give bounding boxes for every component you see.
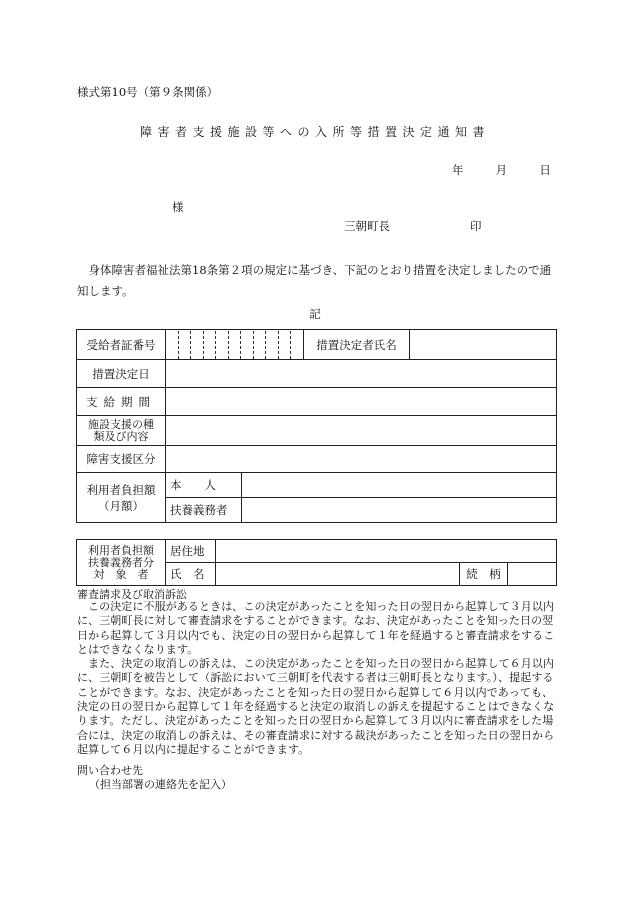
date-month: 月: [495, 163, 508, 177]
self-label: 本 人: [166, 473, 242, 498]
date-day: 日: [539, 163, 551, 177]
facility-support-label-line1: 施設支援の種: [88, 417, 154, 431]
issuer-name: 三朝町長: [344, 219, 390, 233]
form-number: 様式第10号（第９条関係）: [77, 85, 219, 99]
support-period-label: 支給期間: [77, 388, 166, 416]
dependent-label: 扶養義務者: [166, 498, 242, 523]
date-year: 年: [452, 163, 464, 177]
ki-heading: 記: [309, 307, 321, 321]
table-row: [77, 360, 557, 388]
user-burden-label-line1: 利用者負担額: [86, 482, 156, 497]
decision-person-label: 措置決定者氏名: [304, 330, 410, 360]
self-burden-field[interactable]: [242, 473, 557, 498]
address-field[interactable]: [216, 540, 557, 563]
contact-title: 問い合わせ先: [77, 764, 143, 777]
decision-date-field[interactable]: [166, 360, 557, 388]
table-row: [77, 330, 557, 360]
notes-paragraph-2: また、決定の取消しの訴えは、この決定があったことを知った日の翌日から起算して６月以内に、三朝町を被告として（訴訟において三朝町を代表する者は三朝町長となります。）、提起することができます。なお、決定があったことを知った日の翌日から起算して６月以内であっても、決定の日の翌日から起算して１年を経過すると決定の取消しの訴えを提起することはできなくなります。ただし、決定があったことを知った日の翌日から起算して３月以内に審査請求をした場合には、決定の取消しの訴えは、その審査請求に対する裁決があったことを知った日の翌日から起算して６月以内に提起することができます。: [77, 657, 555, 756]
facility-support-field[interactable]: [166, 416, 557, 446]
seal-mark: 印: [470, 219, 482, 233]
disability-support-field[interactable]: [166, 446, 557, 473]
target-label-line3: 対 象 者: [93, 567, 149, 581]
body-text: 身体障害者福祉法第18条第２項の規定に基づき、下記のとおり措置を決定しましたので通知します。: [77, 263, 552, 298]
table-row: [77, 388, 557, 416]
notes-paragraph-1: この決定に不服があるときは、この決定があったことを知った日の翌日から起算して３月以内に、三朝町長に対して審査請求をすることができます。なお、決定があったことを知った日の翌日から起算して３月以内でも、決定の日の翌日から起算して１年を経過すると審査請求をすることはできなくなります。: [77, 600, 555, 656]
notes-body: [77, 600, 555, 757]
notes-title: 審査請求及び取消訴訟: [77, 588, 187, 601]
target-label-line1: 利用者負担額: [88, 543, 154, 557]
user-burden-label: [77, 473, 166, 523]
recipient-id-boxes[interactable]: [166, 330, 304, 360]
facility-support-label: [77, 416, 166, 446]
table-row: [77, 416, 557, 446]
user-burden-label-line2: （月額）: [98, 498, 144, 513]
address-label: 居住地: [166, 540, 216, 563]
disability-support-label: 障害支援区分: [77, 446, 166, 473]
document-title: 障害者支援施設等への入所等措置決定通知書: [139, 125, 490, 139]
table-row: [77, 540, 557, 563]
date-line: [452, 162, 551, 178]
name-field[interactable]: [216, 563, 460, 586]
name-label: 氏 名: [166, 563, 216, 586]
table-row: [77, 446, 557, 473]
target-label: [77, 540, 166, 586]
addressee-suffix: 様: [172, 200, 184, 214]
dependent-target-table: [76, 539, 557, 586]
decision-date-label: 措置決定日: [77, 360, 166, 388]
relation-label: 続 柄: [460, 563, 508, 586]
facility-support-label-line2: 類及び内容: [93, 429, 149, 443]
target-label-line2: 扶養義務者分: [88, 555, 154, 569]
table-row: [77, 473, 557, 498]
recipient-id-label: 受給者証番号: [77, 330, 166, 360]
relation-field[interactable]: [508, 563, 557, 586]
dependent-burden-field[interactable]: [242, 498, 557, 523]
decision-table: [76, 329, 557, 523]
contact-note: （担当部署の連絡先を記入）: [89, 778, 232, 791]
decision-person-field[interactable]: [410, 330, 557, 360]
support-period-field[interactable]: [166, 388, 557, 416]
